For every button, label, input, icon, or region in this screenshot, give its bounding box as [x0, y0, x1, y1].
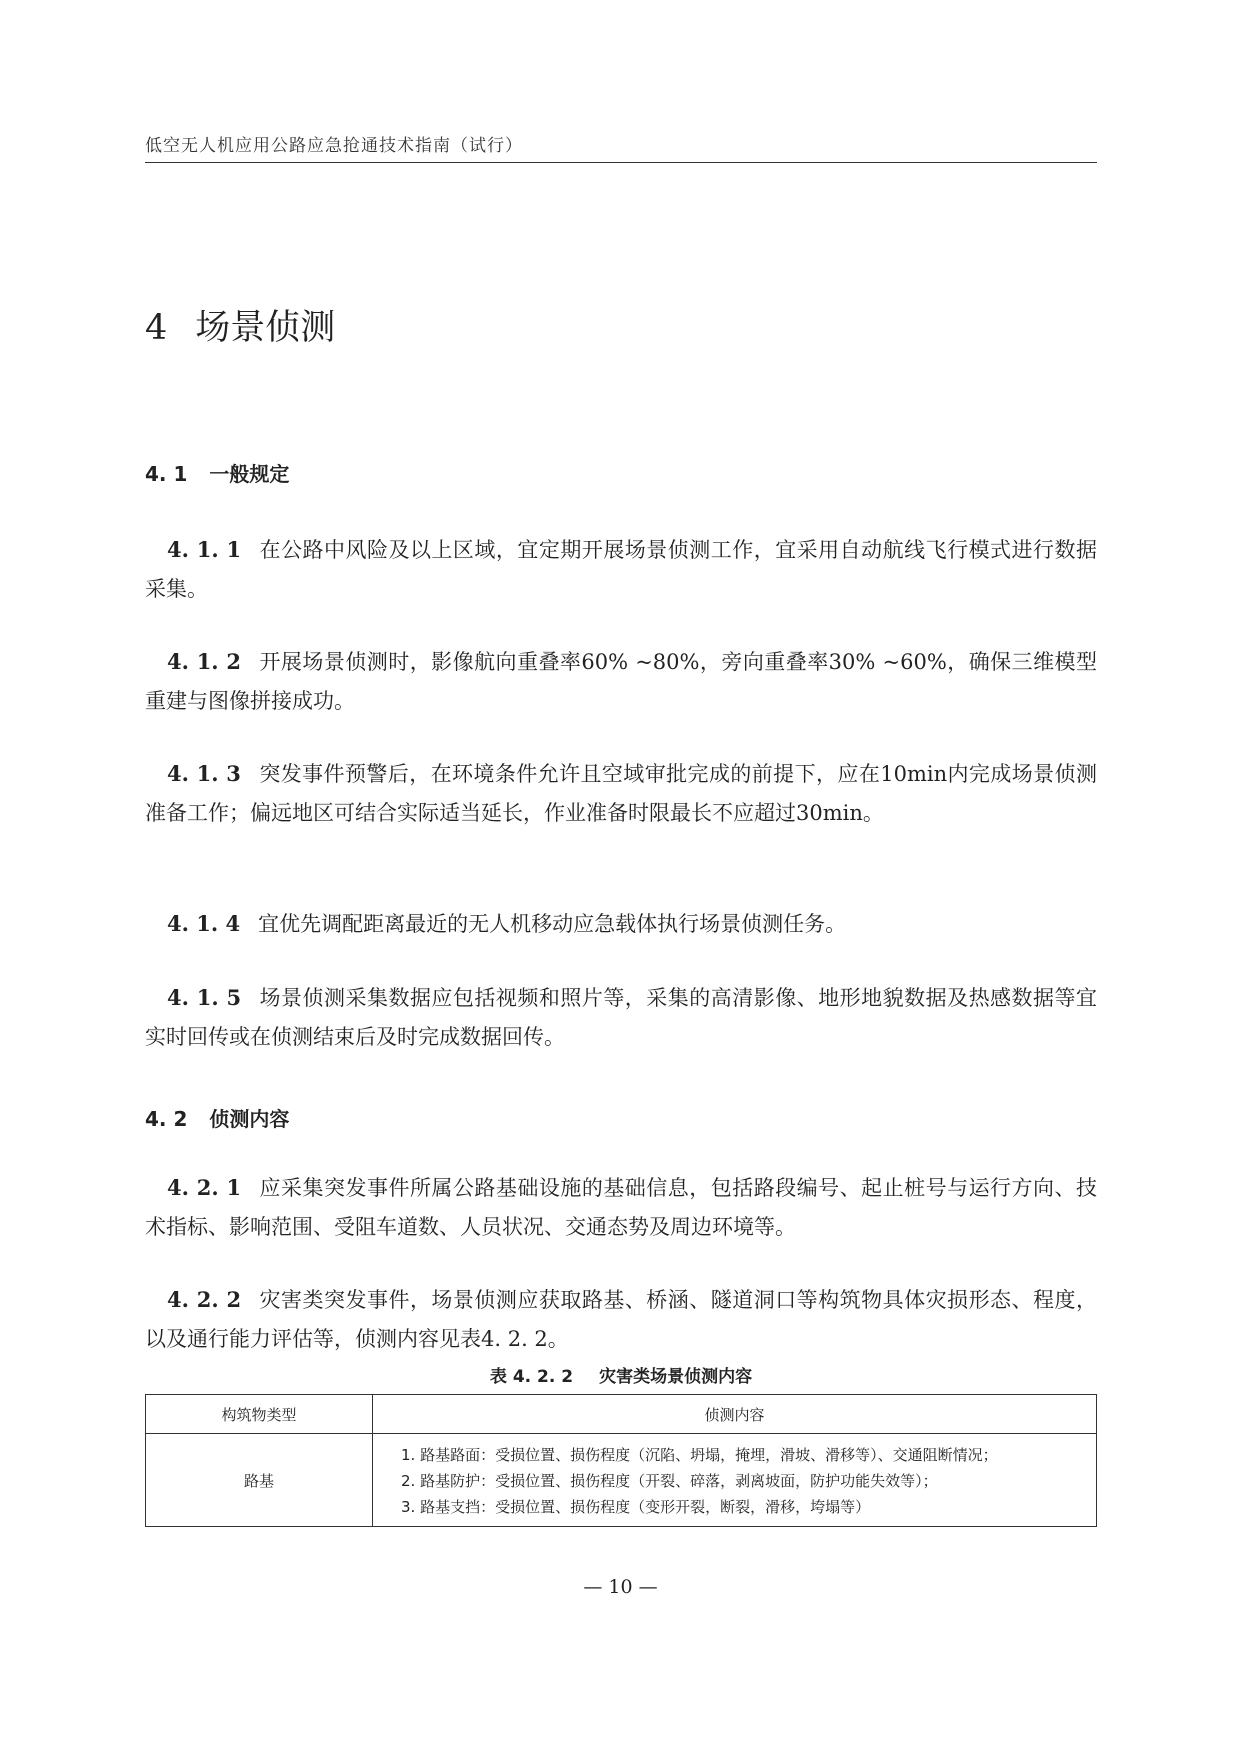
clause-number: 4. 1. 1 [167, 537, 242, 562]
clause-number: 4. 2. 2 [167, 1287, 242, 1312]
detection-content-table [145, 1394, 1097, 1527]
table-caption-title: 灾害类场景侦测内容 [599, 1367, 753, 1387]
clause-number: 4. 1. 5 [167, 985, 242, 1010]
clause-number: 4. 1. 4 [167, 911, 241, 936]
column-header-detection-content: 侦测内容 [373, 1395, 1097, 1434]
table-caption [145, 1362, 1097, 1387]
clause-4-2-2 [145, 1280, 1097, 1359]
column-header-structure-type: 构筑物类型 [146, 1395, 373, 1434]
content-item: 3. 路基支挡：受损位置、损伤程度（变形开裂，断裂，滑移，垮塌等） [401, 1498, 871, 1516]
content-item: 1. 路基路面：受损位置、损伤程度（沉陷、坍塌，掩埋，滑坡、滑移等）、交通阻断情况； [401, 1446, 998, 1464]
clause-text: 灾害类突发事件，场景侦测应获取路基、桥涵、隧道洞口等构筑物具体灾损形态、程度，以及通行能力评估等，侦测内容见表4. 2. 2。 [145, 1288, 1097, 1351]
clause-4-1-4 [145, 904, 1097, 944]
header-rule [145, 162, 1097, 163]
page-number: — 10 — [583, 1576, 658, 1598]
running-header: 低空无人机应用公路应急抢通技术指南（试行） [145, 136, 523, 156]
table-row [146, 1434, 1097, 1527]
table-caption-number: 表 4. 2. 2 [489, 1367, 574, 1387]
clause-text: 在公路中风险及以上区域，宜定期开展场景侦测工作，宜采用自动航线飞行模式进行数据采集。 [145, 538, 1097, 601]
clause-number: 4. 1. 3 [167, 761, 241, 786]
clause-4-1-1 [145, 530, 1097, 609]
section-number: 4. 1 [145, 462, 188, 486]
section-heading-4-2 [145, 1103, 289, 1132]
clause-4-1-2 [145, 642, 1097, 721]
chapter-number: 4 [145, 308, 168, 348]
clause-4-1-3 [145, 754, 1097, 833]
detection-content-cell [373, 1434, 1097, 1527]
clause-text: 应采集突发事件所属公路基础设施的基础信息，包括路段编号、起止桩号与运行方向、技术指标、影响范围、受阻车道数、人员状况、交通态势及周边环境等。 [145, 1176, 1097, 1239]
clause-text: 场景侦测采集数据应包括视频和照片等，采集的高清影像、地形地貌数据及热感数据等宜实时回传或在侦测结束后及时完成数据回传。 [145, 986, 1097, 1049]
clause-4-1-5 [145, 978, 1097, 1057]
clause-number: 4. 1. 2 [167, 649, 242, 674]
chapter-title-text: 场景侦测 [195, 308, 336, 348]
chapter-title [145, 300, 335, 350]
content-item: 2. 路基防护：受损位置、损伤程度（开裂、碎落，剥离坡面，防护功能失效等）； [401, 1472, 938, 1490]
clause-text: 宜优先调配距离最近的无人机移动应急载体执行场景侦测任务。 [258, 912, 847, 936]
clause-text: 突发事件预警后，在环境条件允许且空域审批完成的前提下，应在10min内完成场景侦测准备工作；偏远地区可结合实际适当延长，作业准备时限最长不应超过30min。 [145, 762, 1097, 825]
section-title: 一般规定 [209, 462, 290, 486]
section-number: 4. 2 [145, 1107, 188, 1131]
clause-4-2-1 [145, 1168, 1097, 1247]
clause-text: 开展场景侦测时，影像航向重叠率60% ~80%，旁向重叠率30% ~60%，确保三维模型重建与图像拼接成功。 [145, 650, 1097, 713]
structure-type-cell: 路基 [146, 1434, 373, 1527]
section-title: 侦测内容 [209, 1107, 290, 1131]
table-header-row [146, 1395, 1097, 1434]
clause-number: 4. 2. 1 [167, 1175, 242, 1200]
section-heading-4-1 [145, 458, 289, 487]
